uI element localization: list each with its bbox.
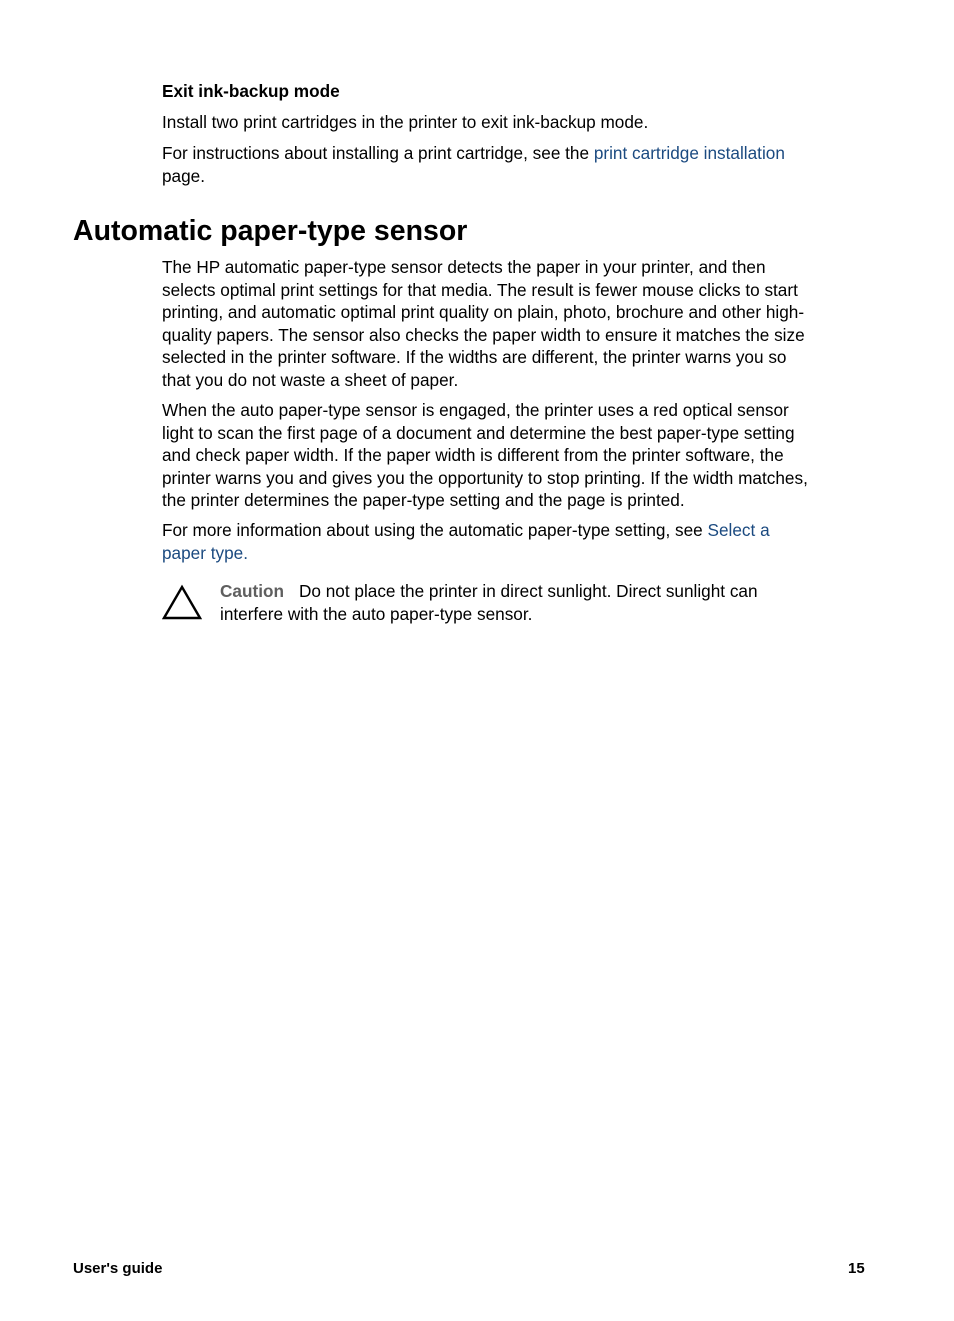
caution-text-line-1: Do not place the printer in direct sunlight. Direct sunlight can <box>298 581 758 601</box>
sensor-paragraph-1-line: selects optimal print settings for that media. The result is fewer mouse clicks to start <box>162 279 798 300</box>
caution-note <box>220 580 758 625</box>
footer-page-number: 15 <box>848 1260 865 1277</box>
sensor-paragraph-1 <box>162 256 805 391</box>
caution-text-line-2: interfere with the auto paper-type sensor. <box>220 603 533 624</box>
ink-backup-paragraph-2 <box>162 142 785 187</box>
sensor-paragraph-1-line: that you do not waste a sheet of paper. <box>162 369 459 390</box>
sensor-paragraph-3-period: . <box>243 542 249 563</box>
sensor-paragraph-2-line: and check paper width. If the paper width is different from the printer software, the <box>162 445 784 465</box>
select-paper-type-link[interactable]: Select a <box>707 520 770 540</box>
sensor-paragraph-2-line: When the auto paper-type sensor is engaged, the printer uses a red optical sensor <box>162 400 789 420</box>
sensor-paragraph-2-line: light to scan the first page of a document and determine the best paper-type setting <box>162 422 795 443</box>
section-heading-paper-type-sensor: Automatic paper-type sensor <box>73 215 468 247</box>
ink-backup-paragraph-1: Install two print cartridges in the printer to exit ink-backup mode. <box>162 112 649 132</box>
sensor-paragraph-3-text: For more information about using the automatic paper-type setting, see <box>162 520 708 540</box>
sensor-paragraph-1-line: selected in the printer software. If the widths are different, the printer warns you so <box>162 347 787 367</box>
sensor-paragraph-1-line: The HP automatic paper-type sensor detects the paper in your printer, and then <box>162 257 766 277</box>
sensor-paragraph-2 <box>162 399 808 512</box>
select-paper-type-link-continued[interactable]: paper type <box>162 542 244 563</box>
ink-backup-paragraph-2-text: For instructions about installing a print cartridge, see the <box>162 143 594 163</box>
sensor-paragraph-1-line: printing, and automatic optimal print quality on plain, photo, brochure and other high- <box>162 302 805 322</box>
sensor-paragraph-1-line: quality papers. The sensor also checks the paper width to ensure it matches the size <box>162 324 805 345</box>
footer-document-title: User's guide <box>73 1260 163 1277</box>
warning-triangle-icon <box>162 584 202 622</box>
ink-backup-paragraph-2-end: page. <box>162 165 206 186</box>
sensor-paragraph-3 <box>162 519 770 564</box>
sensor-paragraph-2-line: the printer determines the paper-type setting and the page is printed. <box>162 490 685 510</box>
sensor-paragraph-2-line: printer warns you and gives you the opportunity to stop printing. If the width matches, <box>162 467 808 488</box>
print-cartridge-installation-link[interactable]: print cartridge installation <box>593 143 785 163</box>
subsection-heading-ink-backup: Exit ink-backup mode <box>162 81 340 101</box>
caution-icon-wrapper <box>162 584 202 622</box>
caution-label: Caution <box>220 581 284 601</box>
